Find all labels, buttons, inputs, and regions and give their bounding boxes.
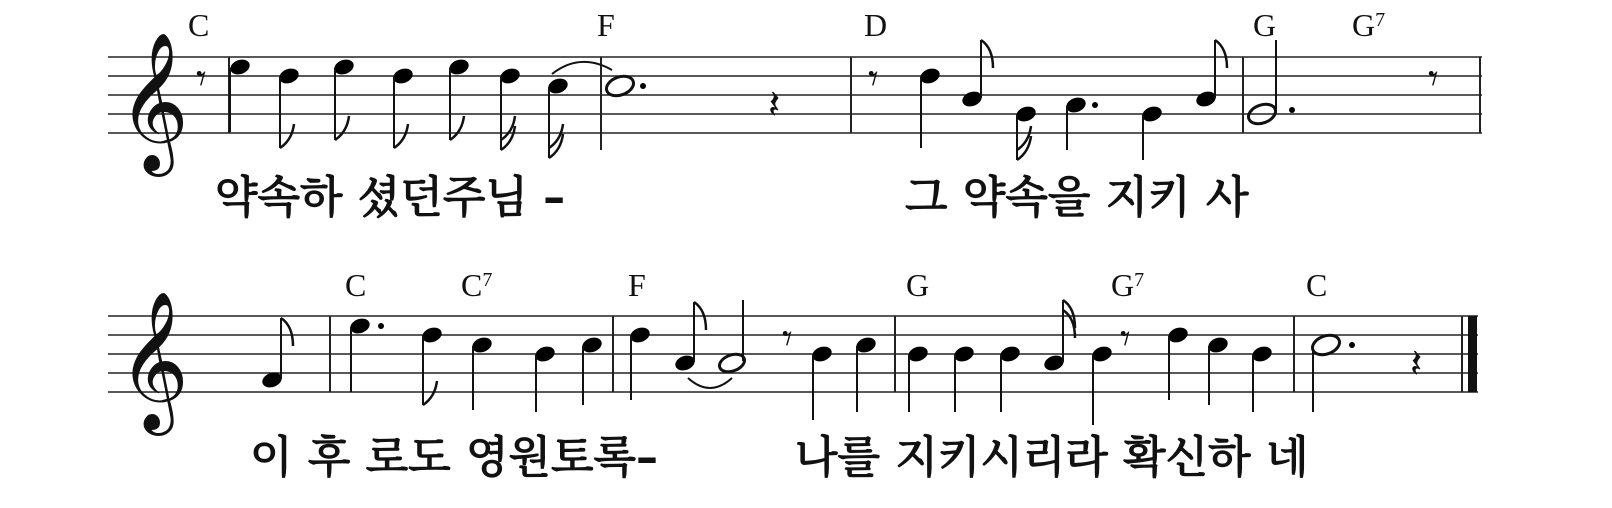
note-sixteenth [546, 76, 570, 158]
note-eighth [1140, 104, 1164, 160]
chord-symbol: C [345, 267, 367, 303]
note-eighth [1250, 344, 1274, 412]
eighth-rest-icon: 𝄾 [1428, 56, 1439, 102]
note-eighth [1194, 40, 1227, 109]
quarter-rest-icon: 𝄽 [768, 82, 781, 128]
note-eighth [628, 325, 652, 400]
treble-clef-icon: 𝄞 [118, 291, 189, 430]
lyric-line: 이 후 로도 영원토록– [250, 432, 658, 483]
chord-symbol: F [597, 7, 615, 43]
note-eighth [391, 66, 415, 148]
note-eighth [332, 57, 356, 140]
eighth-rest-icon: 𝄾 [1120, 316, 1131, 362]
note-quarter [918, 66, 942, 148]
treble-clef-icon: 𝄞 [118, 32, 189, 171]
note-sixteenth [810, 344, 834, 420]
lyric-line: 나를 지키시리라 확신하 네 [795, 432, 1309, 483]
tie-icon [688, 378, 732, 388]
note-eighth [580, 335, 604, 405]
note-eighth [952, 344, 976, 412]
chord-symbol: C [188, 7, 210, 43]
note-eighth [1166, 325, 1190, 400]
lyric-line: 그 약속을 지키 사 [905, 172, 1249, 223]
chord-symbol: D [864, 7, 888, 43]
eighth-rest-icon: 𝄾 [196, 56, 207, 102]
chord-symbol: $G^7$ [1111, 267, 1145, 303]
eighth-rest-icon: 𝄾 [868, 56, 879, 102]
quarter-rest-icon: 𝄽 [1410, 341, 1423, 387]
chord-symbol: G [906, 267, 930, 303]
note-eighth [906, 344, 930, 412]
note-sixteenth [1042, 300, 1075, 373]
staff-system-1 [108, 7, 1482, 223]
chord-symbol: $C^7$ [461, 267, 493, 303]
note-dotted-half [1310, 332, 1355, 412]
chord-symbol: F [628, 267, 646, 303]
note-eighth [1206, 335, 1230, 405]
staff-lines-2 [108, 316, 1478, 392]
note-dotted-eighth [1064, 95, 1098, 150]
eighth-rest-icon: 𝄾 [782, 316, 793, 362]
note-eighth [998, 344, 1022, 412]
lyric-line: 약속하 셨던주님 – [215, 172, 566, 223]
note-eighth [420, 325, 444, 405]
note-eighth [673, 302, 706, 373]
notes-measure [918, 40, 1227, 160]
note-sixteenth [1014, 104, 1038, 160]
chord-symbol: $G^7$ [1352, 7, 1386, 43]
note-half [717, 300, 747, 375]
note-sixteenth [498, 66, 522, 150]
chord-symbol: C [1306, 267, 1328, 303]
staff-system-2 [108, 267, 1478, 483]
note-sixteenth [1090, 344, 1114, 425]
note-eighth [447, 57, 471, 140]
notes-measure [228, 57, 612, 158]
note-eighth [960, 40, 993, 109]
note-eighth [277, 66, 301, 148]
tie-icon [552, 62, 612, 74]
chord-symbol: G [1253, 7, 1277, 43]
note-eighth [533, 344, 557, 412]
final-barline-thick [1468, 316, 1477, 392]
